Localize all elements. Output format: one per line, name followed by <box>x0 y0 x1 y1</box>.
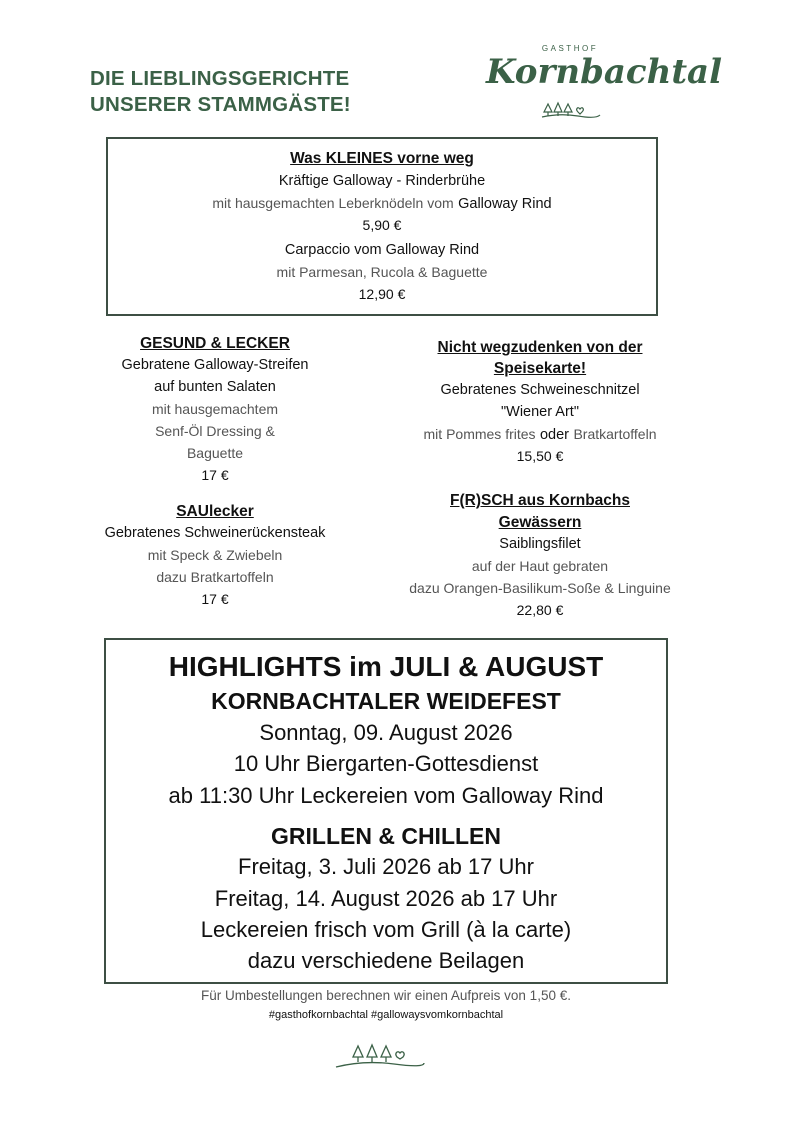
event-2-line-1: Freitag, 3. Juli 2026 ab 17 Uhr <box>238 854 534 879</box>
right-section-1-desc-or: oder <box>539 427 570 443</box>
right-section-1-item-b: "Wiener Art" <box>501 404 579 420</box>
left-section-1-desc-b: Senf-Öl Dressing & <box>155 423 275 439</box>
right-section-2-heading-a: F(R)SCH aus Kornbachs <box>450 492 630 509</box>
starter-item-2-desc: mit Parmesan, Rucola & Baguette <box>276 264 488 280</box>
right-section-2-desc-b: dazu Orangen-Basilikum-Soße & Linguine <box>409 580 671 596</box>
headline-line-1: DIE LIEBLINGSGERICHTE <box>90 67 350 90</box>
right-section-1-desc-a: mit Pommes frites <box>423 426 536 442</box>
page-headline <box>90 66 351 118</box>
starter-item-1-desc-b: Galloway Rind <box>458 196 552 212</box>
left-section-1-heading: GESUND & LECKER <box>140 335 290 352</box>
right-section-1-heading-a: Nicht wegzudenken von der <box>437 339 643 356</box>
right-section-2-heading-b: Gewässern <box>498 514 582 531</box>
event-1-title: KORNBACHTALER WEIDEFEST <box>211 688 561 714</box>
event-2-line-2: Freitag, 14. August 2026 ab 17 Uhr <box>214 886 558 911</box>
right-section-1-desc <box>395 426 685 444</box>
event-1-line-3: ab 11:30 Uhr Leckereien vom Galloway Rind <box>168 783 604 808</box>
starter-item-1-desc <box>106 195 658 213</box>
left-section-1-item-a: Gebratene Galloway-Streifen <box>121 357 309 373</box>
left-section-2-heading: SAUlecker <box>176 503 254 520</box>
logo-wordmark: Kornbachtal <box>486 52 722 92</box>
logo-subtitle: GASTHOF <box>541 44 599 53</box>
trees-heart-icon <box>334 1042 426 1070</box>
right-section-1-price: 15,50 € <box>516 448 564 464</box>
starter-item-1-price: 5,90 € <box>362 217 402 233</box>
headline-line-2: UNSERER STAMMGÄSTE! <box>90 93 351 116</box>
right-section-2-item: Saiblingsfilet <box>499 536 581 552</box>
starter-item-2-name: Carpaccio vom Galloway Rind <box>284 242 480 258</box>
starter-heading: Was KLEINES vorne weg <box>290 150 474 167</box>
left-section-2-desc-a: mit Speck & Zwiebeln <box>147 547 283 563</box>
footer-note: Für Umbestellungen berechnen wir einen Aufpreis von 1,50 €. <box>201 988 571 1003</box>
event-2-title: GRILLEN & CHILLEN <box>271 823 501 849</box>
footer-hashtags: #gasthofkornbachtal #gallowaysvomkornbachtal <box>268 1009 504 1021</box>
left-section-2-desc-b: dazu Bratkartoffeln <box>156 569 274 585</box>
left-section-2-item: Gebratenes Schweinerückensteak <box>104 525 326 541</box>
highlights-title: HIGHLIGHTS im JULI & AUGUST <box>168 651 604 682</box>
event-1-line-2: 10 Uhr Biergarten-Gottesdienst <box>233 751 539 776</box>
right-section-1-item-a: Gebratenes Schweineschnitzel <box>440 382 640 398</box>
starter-item-2-price: 12,90 € <box>358 286 406 302</box>
left-section-1-desc-a: mit hausgemachtem <box>151 401 279 417</box>
starter-item-1-name: Kräftige Galloway - Rinderbrühe <box>278 173 486 189</box>
event-2-line-3: Leckereien frisch vom Grill (à la carte) <box>200 917 572 942</box>
trees-heart-icon <box>540 100 602 120</box>
right-section-2-desc-a: auf der Haut gebraten <box>471 558 609 574</box>
event-1-line-1: Sonntag, 09. August 2026 <box>259 720 513 745</box>
right-section-2-price: 22,80 € <box>516 602 564 618</box>
right-section-1-heading-b: Speisekarte! <box>493 360 587 377</box>
left-section-1-price: 17 € <box>201 467 229 483</box>
left-section-1-item-b: auf bunten Salaten <box>154 379 276 395</box>
right-section-1-desc-b: Bratkartoffeln <box>573 426 657 442</box>
event-2-line-4: dazu verschiedene Beilagen <box>247 948 525 973</box>
left-section-1-desc-c: Baguette <box>186 445 244 461</box>
starter-item-1-desc-a: mit hausgemachten Leberknödeln vom <box>212 195 454 211</box>
left-section-2-price: 17 € <box>201 591 229 607</box>
